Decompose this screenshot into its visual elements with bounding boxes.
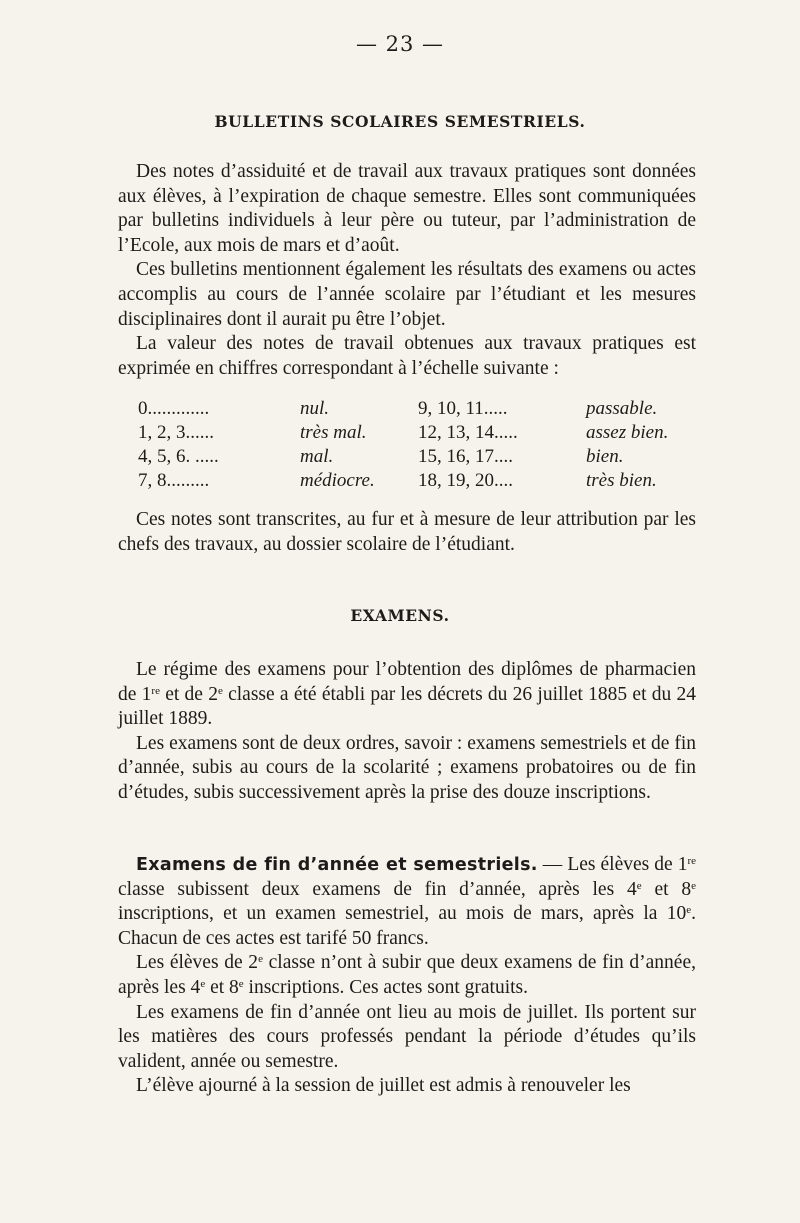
table-row — [138, 470, 668, 494]
scale-label: médiocre. — [300, 470, 375, 491]
examens-text — [118, 658, 696, 806]
paragraph: Les examens sont de deux ordres, savoir : examens semestriels et de fin d’année, subis au cours de la scolarité ; examens probatoires ou de fin d’études, subis successivement après la prise des douze inscriptions. — [118, 732, 696, 803]
scale-label: nul. — [300, 398, 330, 419]
scale-value: 7, 8......... — [138, 470, 210, 491]
bulletins-closing — [118, 508, 696, 557]
scale-value: 0............. — [138, 398, 210, 419]
scale-label: passable. — [586, 398, 658, 419]
scale-value: 15, 16, 17.... — [418, 446, 513, 467]
paragraph: La valeur des notes de travail obtenues aux travaux pratiques est exprimée en chiffres correspondant à l’échelle suivante : — [118, 333, 696, 379]
scale-value: 1, 2, 3...... — [138, 422, 214, 443]
scale-label: assez bien. — [586, 422, 669, 443]
scale-value: 9, 10, 11..... — [418, 398, 508, 419]
scale-label: très bien. — [586, 470, 657, 491]
section-heading-bulletins: BULLETINS SCOLAIRES SEMESTRIELS. — [214, 112, 586, 131]
table-row — [138, 422, 668, 446]
bulletins-text — [118, 160, 696, 381]
table-row — [138, 398, 668, 422]
scale-value: 18, 19, 20.... — [418, 470, 513, 491]
page-number: — 23 — — [355, 32, 445, 56]
paragraph: Les élèves de 2e classe n’ont à subir que deux examens de fin d’année, après les 4e et 8e inscriptions. Ces actes sont gratuits. — [118, 952, 696, 998]
paragraph: Le régime des examens pour l’obtention des diplômes de pharmacien de 1re et de 2e classe a été établi par les décrets du 26 juillet 1885 et du 24 juillet 1889. — [118, 659, 697, 730]
run-in-heading: Examens de fin d’année et semestriels. — [136, 855, 538, 875]
paragraph: L’élève ajourné à la session de juillet est admis à renouveler les — [136, 1075, 631, 1097]
paragraph: Les examens de fin d’année ont lieu au mois de juillet. Ils portent sur les matières des cours professés pendant la période d’études qu’ils valident, année ou semestre. — [118, 1001, 696, 1072]
grading-scale-table — [138, 398, 668, 494]
paragraph: Examens de fin d’année et semestriels. — Les élèves de 1re classe subissent deux examens de fin d’année, après les 4e et 8e inscriptions, et un examen semestriel, au mois de mars, après la 10e. Chacun de ces actes est tarifé 50 francs. — [118, 854, 696, 949]
scale-label: très mal. — [300, 422, 367, 443]
scale-label: bien. — [586, 446, 624, 467]
scale-value: 12, 13, 14..... — [418, 422, 518, 443]
scale-value: 4, 5, 6. ..... — [138, 446, 219, 467]
paragraph: Ces bulletins mentionnent également les résultats des examens ou actes accomplis au cours de l’année scolaire par l’étudiant et les mesures disciplinaires dont il aurait pu être l’objet. — [118, 259, 696, 330]
table-row — [138, 446, 668, 470]
examens-fin-annee-text — [118, 853, 696, 1099]
paragraph: Des notes d’assiduité et de travail aux travaux pratiques sont données aux élèves, à l’expiration de chaque semestre. Elles sont communiquées par bulletins individuels à leur père ou tuteur, par l’administration de l’Ecole, aux mois de mars et d’août. — [118, 161, 696, 256]
section-heading-examens: EXAMENS. — [350, 606, 450, 625]
scale-label: mal. — [300, 446, 334, 467]
paragraph: Ces notes sont transcrites, au fur et à mesure de leur attribution par les chefs des travaux, au dossier scolaire de l’étudiant. — [118, 509, 696, 555]
